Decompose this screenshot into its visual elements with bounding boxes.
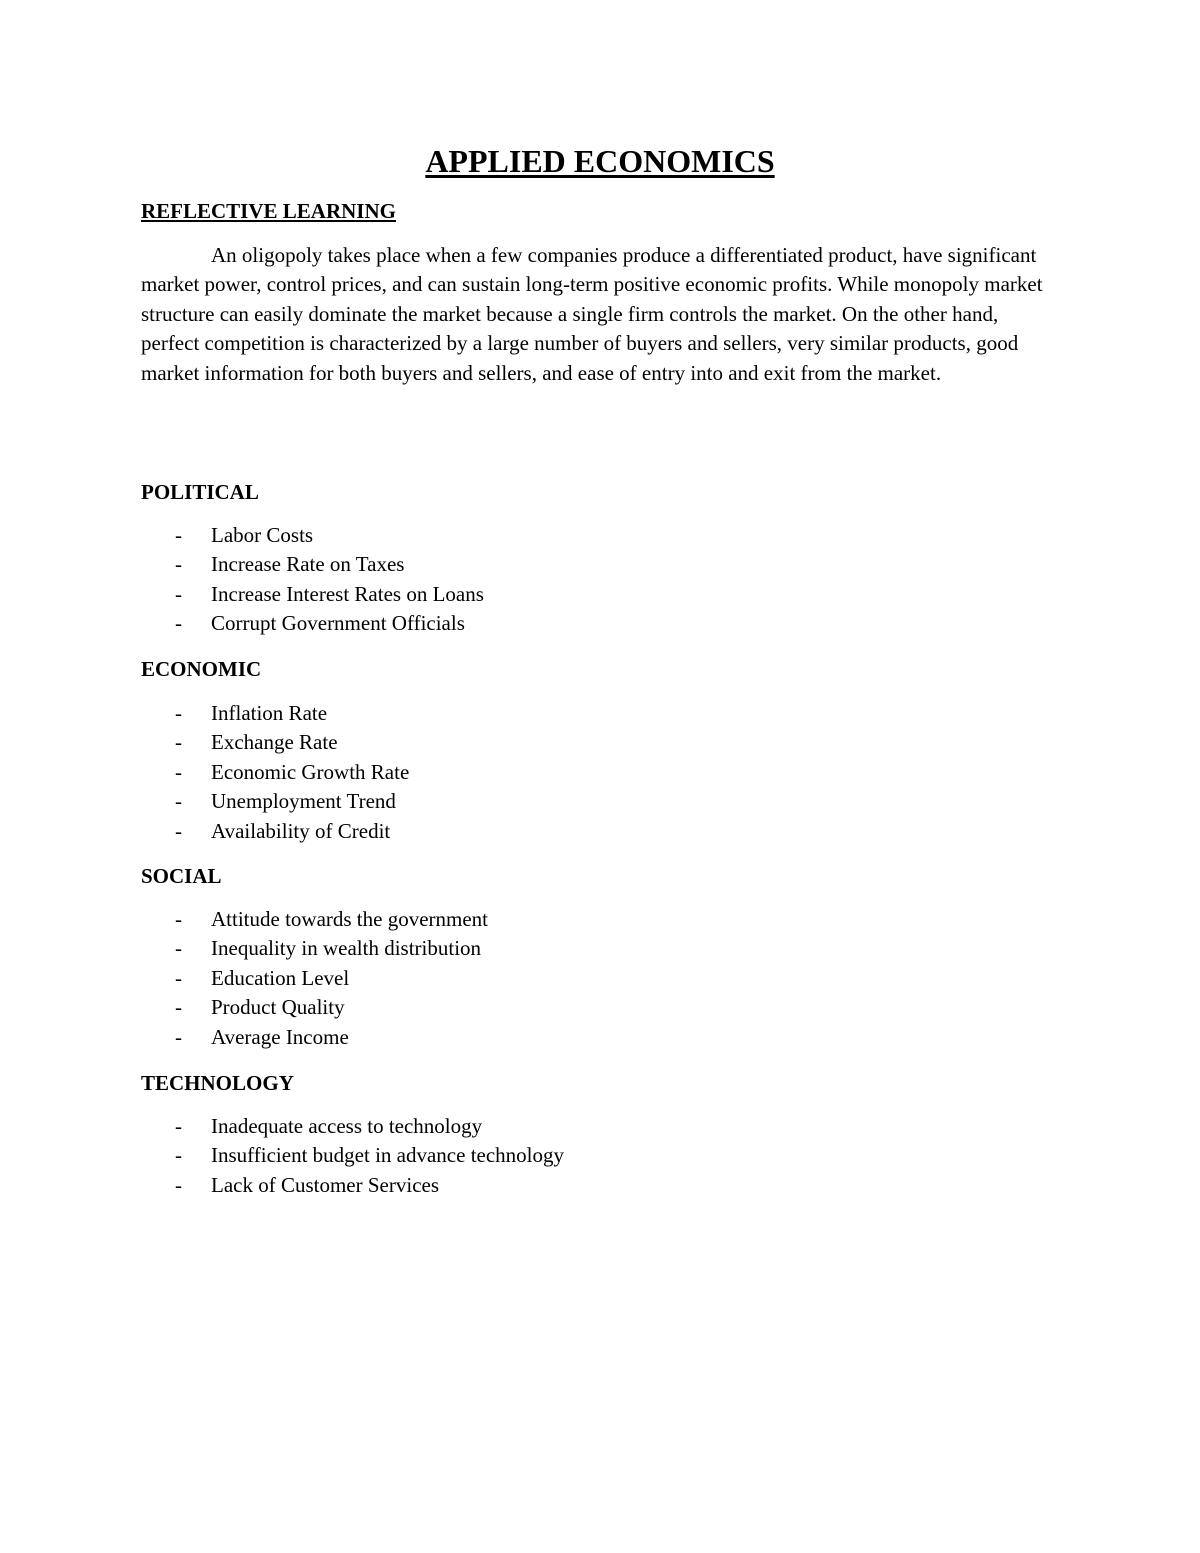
list-item-text: Lack of Customer Services: [211, 1172, 440, 1197]
bullet-dash: -: [175, 611, 182, 636]
list-item-text: Product Quality: [211, 995, 345, 1020]
bullet-dash: -: [175, 730, 182, 755]
bullet-dash: -: [175, 1143, 182, 1168]
bullet-dash: -: [175, 995, 182, 1020]
list-item-text: Education Level: [211, 965, 350, 990]
list-item: [141, 905, 488, 934]
list-item: [141, 1023, 488, 1052]
list-political: [141, 521, 484, 639]
section-heading-political: POLITICAL: [141, 480, 259, 504]
bullet-dash: -: [175, 581, 182, 606]
list-item: [141, 699, 409, 728]
list-item-text: Increase Interest Rates on Loans: [211, 581, 484, 606]
list-item: [141, 758, 409, 787]
list-item: [141, 1171, 564, 1200]
bullet-dash: -: [175, 1114, 182, 1138]
list-item: [141, 728, 409, 757]
list-item: [141, 521, 484, 550]
list-item: [141, 580, 484, 609]
section-heading-technology: TECHNOLOGY: [141, 1071, 294, 1095]
list-item: [141, 934, 488, 963]
list-item-text: Corrupt Government Officials: [211, 611, 465, 636]
list-item: [141, 1141, 564, 1170]
list-item-text: Increase Rate on Taxes: [211, 552, 405, 577]
section-heading-social: SOCIAL: [141, 864, 222, 888]
list-technology: [141, 1112, 564, 1200]
bullet-dash: -: [175, 759, 182, 784]
document-title: APPLIED ECONOMICS: [425, 143, 775, 179]
bullet-dash: -: [175, 965, 182, 990]
list-item: [141, 550, 484, 579]
list-item: [141, 609, 484, 638]
bullet-dash: -: [175, 907, 182, 931]
bullet-dash: -: [175, 552, 182, 577]
list-item-text: Insufficient budget in advance technology: [211, 1143, 565, 1168]
reflective-paragraph: An oligopoly takes place when a few companies produce a differentiated product, have significant market power, control prices, and can sustain long-term positive economic profits. While monopoly market structure can easily dominate the market because a single firm controls the market. On the other hand, perfect competition is characterized by a large number of buyers and sellers, very similar products, good market information for both buyers and sellers, and ease of entry into and exit from the market.: [141, 243, 1043, 385]
bullet-dash: -: [175, 818, 182, 843]
section-heading-economic: ECONOMIC: [141, 657, 262, 681]
list-item-text: Inflation Rate: [211, 701, 328, 725]
reflective-learning-heading: REFLECTIVE LEARNING: [141, 199, 396, 223]
list-item-text: Economic Growth Rate: [211, 759, 410, 784]
list-item-text: Inadequate access to technology: [211, 1114, 483, 1138]
list-item-text: Unemployment Trend: [211, 789, 396, 814]
list-item-text: Availability of Credit: [211, 818, 391, 843]
bullet-dash: -: [175, 936, 182, 961]
list-item-text: Inequality in wealth distribution: [211, 936, 482, 961]
list-item-text: Labor Costs: [211, 523, 314, 547]
list-item: [141, 1112, 564, 1141]
list-item: [141, 993, 488, 1022]
bullet-dash: -: [175, 701, 182, 725]
bullet-dash: -: [175, 1024, 182, 1049]
list-item: [141, 787, 409, 816]
list-item: [141, 964, 488, 993]
list-item-text: Average Income: [211, 1024, 349, 1049]
list-item: [141, 817, 409, 846]
list-item-text: Exchange Rate: [211, 730, 338, 755]
list-item-text: Attitude towards the government: [211, 907, 489, 931]
list-social: [141, 905, 488, 1052]
bullet-dash: -: [175, 523, 182, 547]
list-economic: [141, 699, 409, 846]
bullet-dash: -: [175, 789, 182, 814]
bullet-dash: -: [175, 1172, 182, 1197]
